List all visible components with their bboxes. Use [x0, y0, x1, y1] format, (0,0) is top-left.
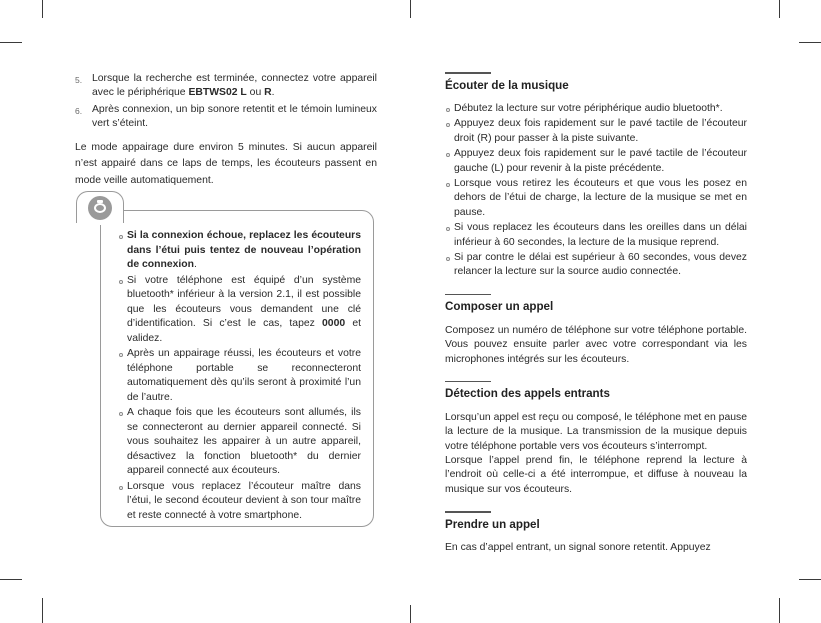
music-item: Lorsque vous retirez les écouteurs et que vous les posez en dehors de l’étui de charge, la lecture de la musique se met en pause.: [445, 177, 747, 220]
music-item: Si par contre le délai est supérieur à 60 secondes, vous devez relancer la lecture sur la source audio connectée.: [445, 251, 747, 280]
crop-mark: [799, 579, 821, 580]
note-item: Lorsque vous replacez l’écouteur maître dans l’étui, le second écouteur devient à son tour maître et reste connecté à votre smartphone.: [118, 480, 361, 524]
right-column: [445, 72, 747, 570]
crop-mark: [0, 579, 22, 580]
section-rule: [445, 294, 491, 296]
section-text: Composez un numéro de téléphone sur votre téléphone portable. Vous pouvez ensuite parler avec votre correspondant via les microphones intégrés sur les écouteurs.: [445, 324, 747, 365]
step-item: 6. Après connexion, un bip sonore retentit et le témoin lumineux vert s’éteint.: [75, 103, 377, 130]
take-call-section: [445, 511, 747, 555]
crop-mark: [42, 598, 43, 623]
crop-mark: [410, 605, 411, 623]
section-title: Écouter de la musique: [445, 78, 569, 92]
detect-section: [445, 381, 747, 497]
device-name-left: EBTWS02 L: [188, 87, 247, 99]
call-section: [445, 294, 747, 367]
crop-mark: [410, 0, 411, 18]
section-title: Prendre un appel: [445, 517, 540, 531]
step-number: 5.: [75, 75, 83, 85]
section-text: Lorsque l’appel prend fin, le téléphone reprend la lecture à l’endroit où celle-ci a été interrompue, et diffuse à nouveau la musique sur vos écouteurs.: [445, 455, 747, 495]
pairing-duration-paragraph: Le mode appairage dure environ 5 minutes. Si aucun appareil n’est appairé dans ce laps de temps, les écouteurs passent en mode veille automatiquement.: [75, 141, 377, 186]
note-item: Si la connexion échoue, replacez les écouteurs dans l’étui puis tentez de nouveau l’opération de connexion.: [118, 229, 361, 273]
music-item: Débutez la lecture sur votre périphérique audio bluetooth*.: [445, 102, 747, 116]
device-name-right: R: [264, 87, 272, 99]
section-title: Détection des appels entrants: [445, 387, 610, 401]
section-text: En cas d’appel entrant, un signal sonore retentit. Appuyez: [445, 542, 711, 554]
music-item: Appuyez deux fois rapidement sur le pavé tactile de l’écouteur droit (R) pour passer à la piste suivante.: [445, 117, 747, 146]
section-title: Composer un appel: [445, 300, 554, 314]
section-rule: [445, 72, 491, 74]
left-column: [75, 72, 377, 189]
note-list: [118, 229, 361, 523]
music-item: Appuyez deux fois rapidement sur le pavé tactile de l’écouteur gauche (L) pour revenir à la piste précédente.: [445, 147, 747, 176]
note-item: Si votre téléphone est équipé d’un système bluetooth* inférieur à la version 2.1, il est possible que les écouteurs vous demandent une clé d’identification. Si c’est le cas, tapez 0000 et validez.: [118, 274, 361, 347]
crop-mark: [42, 0, 43, 18]
music-item: Si vous replacez les écouteurs dans les oreilles dans un délai inférieur à 60 secondes, la lecture de la musique reprend.: [445, 221, 747, 250]
crop-mark: [779, 0, 780, 18]
section-rule: [445, 511, 491, 513]
music-section: [445, 72, 747, 280]
note-body: [118, 229, 361, 524]
crop-mark: [779, 598, 780, 623]
crop-mark: [799, 42, 821, 43]
info-badge-icon: [88, 196, 112, 220]
note-item: A chaque fois que les écouteurs sont allumés, ils se connecteront au dernier appareil connecté. Si vous souhaitez les appairer à un autre appareil, désactivez la fonction bluetooth* du dernier appareil connecté aux écouteurs.: [118, 406, 361, 479]
pairing-steps: [75, 72, 377, 132]
step-number: 6.: [75, 105, 83, 116]
music-list: [445, 102, 747, 280]
section-text: Lorsqu’un appel est reçu ou composé, le téléphone met en pause la lecture de la musique. La transmission de la musique depuis votre téléphone portable vers vos écouteurs s’interrompt.: [445, 411, 747, 452]
crop-mark: [0, 42, 22, 43]
pin-code: 0000: [322, 318, 346, 329]
section-rule: [445, 381, 491, 383]
note-item: Après un appairage réussi, les écouteurs et votre téléphone portable se reconnecteront automatiquement dès qu’ils seront à proximité l’un de l’autre.: [118, 347, 361, 405]
step-item: 5. Lorsque la recherche est terminée, connectez votre appareil avec le périphérique EBTWS02 L ou R.: [75, 73, 377, 99]
